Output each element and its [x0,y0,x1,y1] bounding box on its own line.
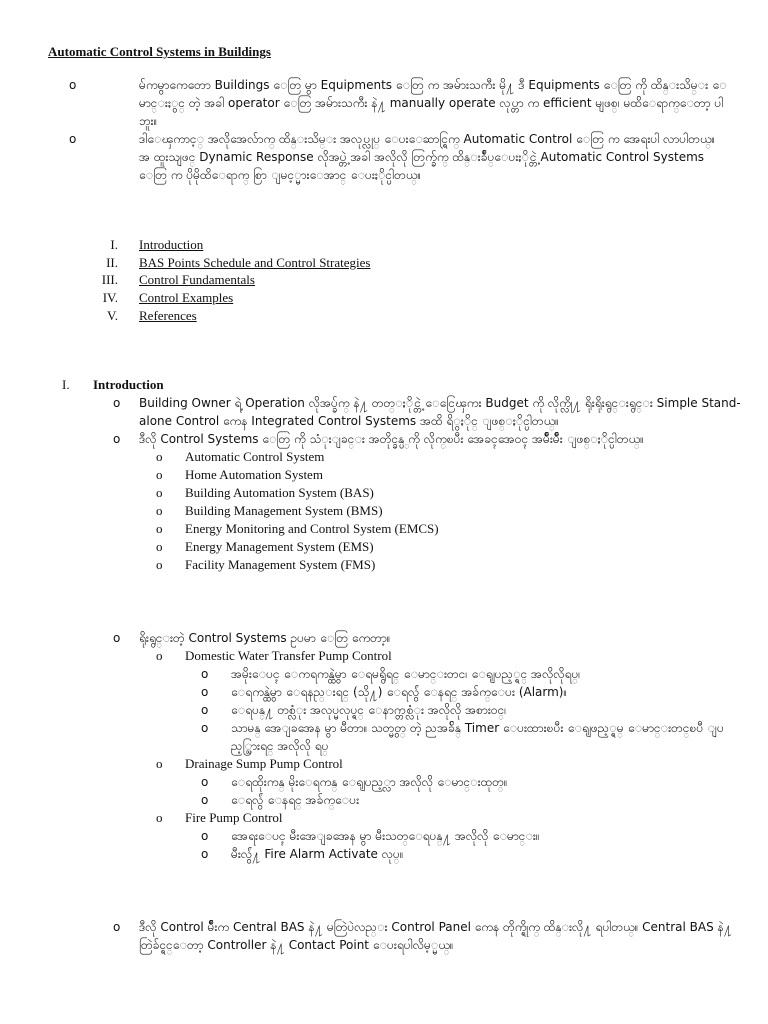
toc-item[interactable] [90,254,370,272]
toc-link-control-fundamentals[interactable]: Control Fundamentals [139,272,255,288]
bullet-mark: o [201,721,209,735]
bullet-mark: o [201,685,209,699]
example-item-text: အေရးေပၚ မီးအေျခအေန မွာ မီးသတ္ေရပန္႔ အလိုလို ေမာင္း။ [231,829,540,843]
section-examples [62,629,742,863]
toc-number: III. [101,272,118,288]
system-name: Energy Management System (EMS) [185,539,374,554]
bullet-mark: o [156,503,163,518]
section-central-bas [62,918,742,954]
system-name: Building Management System (BMS) [185,503,383,518]
document-title: Automatic Control Systems in Buildings [48,44,271,59]
bullet-mark: o [201,775,209,789]
example-title: Fire Pump Control [185,810,283,825]
intro-bullet-2 [48,130,728,184]
toc-number: II. [106,254,118,270]
bullet-mark: o [201,829,209,843]
example-title: Domestic Water Transfer Pump Control [185,648,392,663]
section-bullet [62,394,742,430]
system-list-item [62,466,742,484]
example-item-text: သာမန္ အေျခအေန မွာ မီတာ။ သတ္မွတ္ တဲ့ ညအခ်ိန္ Timer ေပးထားၿပီး ေရျဖည့္ရမ္ ေမာင္းတင္ၿပီ ျပည့္သြားရင္ အလိုလို ရပ္ [231,721,724,753]
intro-bullet-1 [48,76,728,130]
toc-item[interactable] [90,289,370,307]
toc-item[interactable] [90,271,370,289]
example-item [62,665,742,683]
example-group-title [62,647,742,665]
bullet-mark: o [201,667,209,681]
bullet-mark: o [201,703,209,717]
system-name: Energy Monitoring and Control System (EMCS) [185,521,439,536]
system-name: Home Automation System [185,467,323,482]
bullet-mark: o [156,467,163,482]
system-list-item [62,484,742,502]
bullet-mark: o [113,631,121,645]
example-item-text: မီးလွ်ံ႔ Fire Alarm Activate လုပ္။ [231,847,404,861]
section-bullet-text: ရိုးရွင္းတဲ့ Control Systems ဥပမာ ေတြ ကေတာ့။ [139,631,391,645]
section-bullet-text: Building Owner ရဲ့ Operation လိုအပ္ခ်က္ နဲ႔ တတ္ႏိုင္တဲ့ ေငြေၾကး Budget ကို လိုက္လို႔ ရိုးရိုးရွင္းရွင္း Simple Stand-alone Control ကေန Integrated Control Systems အထိ ရိွႏိုင္ ျဖစ္ႏိုင္ပါတယ္။ [139,396,741,428]
section-bullet [62,918,742,954]
example-item-text: ေရကန္ထဲမွာ ေရနည္းရင္ (သို႔) ေရလွ်ံ ေနရင္ အခ်က္ေပး (Alarm)။ [231,685,568,699]
toc-link-introduction[interactable]: Introduction [139,237,204,252]
bullet-mark: o [69,132,77,146]
example-group-title [62,809,742,827]
bullet-mark: o [113,432,121,446]
section-heading [62,376,742,394]
section-bullet [62,430,742,448]
system-list-item [62,448,742,466]
intro-list [48,76,728,184]
system-name: Building Automation System (BAS) [185,485,374,500]
example-title: Drainage Sump Pump Control [185,756,343,771]
system-list-item [62,520,742,538]
system-list-item [62,502,742,520]
section-bullet [62,629,742,647]
intro-bullet-text: ဒါေၾကာင့္ အလိုအေလ်ာက္ ထိန္းသိမ္း အလုပ္လုပ္ ေပးေဆာင္ရြက္ Automatic Control ေတြ က အေရးပါ လာပါတယ္။ အ ထူးသျဖင္ Dynamic Response လိုအပ္တဲ့ အခါ အလိုလို တြက္ခ်က္ ထိန္းခ်ဳပ္ေပးႏိုင္တဲ့ Automatic Control Systems ေတြ က ပိုမိုထိေရာက္ စြာ ျမင့္မားေအာင္ ေပးႏိုင္ပါတယ္။ [139,132,716,182]
bullet-mark: o [156,557,163,572]
example-item [62,719,742,755]
example-item-text: အမိုးေပၚ ေကရကန္ထဲမွာ ေရမရွိရင္ ေမာင္းတင၊ ေရျပည့္ရင္ အလိုလိုရပ္၊ [231,667,581,681]
section-bullet-text: ဒီလို Control Systems ေတြ ကို သံုးျခင္း အတိုင္ခန္ပ္ ကို လိုက္ၿပီး အေခၚအေဝၚ အမ်ိဳးမ်ိဳး ျဖစ္ႏိုင္ပါတယ္။ [139,432,644,446]
bullet-mark: o [156,810,163,825]
toc-link-references[interactable]: References [139,307,197,323]
toc-number: IV. [102,290,118,306]
bullet-mark: o [156,521,163,536]
toc-link-bas-points[interactable]: BAS Points Schedule and Control Strategies [139,254,371,270]
example-item [62,683,742,701]
bullet-mark: o [201,793,209,807]
example-item [62,827,742,845]
bullet-mark: o [156,539,163,554]
table-of-contents [90,236,370,324]
example-item [62,701,742,719]
example-item-text: ေရထိုးကန္ မိုးေရကန္ ေရျပည့္လာ အလိုလို ေမာင္းထုတ္။ [231,775,508,789]
bullet-mark: o [156,648,163,663]
example-group-title [62,755,742,773]
example-item [62,791,742,809]
section-title: Introduction [93,377,164,392]
bullet-mark: o [69,78,77,92]
intro-bullet-text: မ်ကမွာကေတော Buildings ေတြ မွာ Equipments ေတြ က အမ်ားသကီး မို႔ ဒီ Equipments ေတြ ကို ထိန္းသိမ္း ေမာင္းႏွင္ တဲ့ အခါ operator ေတြ အမ်ားသကီး နဲ႔ manually operate လုပ္တာ က efficient မျဖစ္၊ မထိေရာက္ေတာ့ ပါဘူး။ [139,78,727,128]
system-list-item [62,556,742,574]
section-introduction [62,376,742,574]
bullet-mark: o [113,920,121,934]
example-item [62,845,742,863]
bullet-mark: o [156,449,163,464]
system-name: Automatic Control System [185,449,325,464]
bullet-mark: o [113,396,121,410]
toc-number: V. [107,307,118,323]
toc-link-control-examples[interactable]: Control Examples [139,290,234,306]
system-name: Facility Management System (FMS) [185,557,376,572]
example-item-text: ေရလွ်ံ ေနရင္ အခ်က္ေပး [231,793,360,807]
example-item-text: ေရပန္႔ တစ္လံုး အလုပ္မလုပ္ရင္ ေနာက္တစ္လံုး အလိုလို အစားဝင္၊ [231,703,507,717]
bullet-mark: o [156,756,163,771]
bullet-mark: o [201,847,209,861]
section-bullet-text: ဒီလို Control မ်ိဳးက Central BAS နဲ႔ မတြဲပဲလည္း Control Panel ကေန တိုက္ရိုက္ ထိန္းလို႔ ရပါတယ္။ Central BAS နဲ႔ တြဲခ်င္ရင္ေတာ့ Controller နဲ႔ Contact Point ေပးရပါလိမ့္မယ္။ [139,920,733,952]
toc-number: I. [110,237,118,252]
example-item [62,773,742,791]
section-number: I. [62,377,70,392]
system-list-item [62,538,742,556]
toc-item[interactable] [90,307,370,325]
toc-item[interactable] [90,236,370,254]
bullet-mark: o [156,485,163,500]
